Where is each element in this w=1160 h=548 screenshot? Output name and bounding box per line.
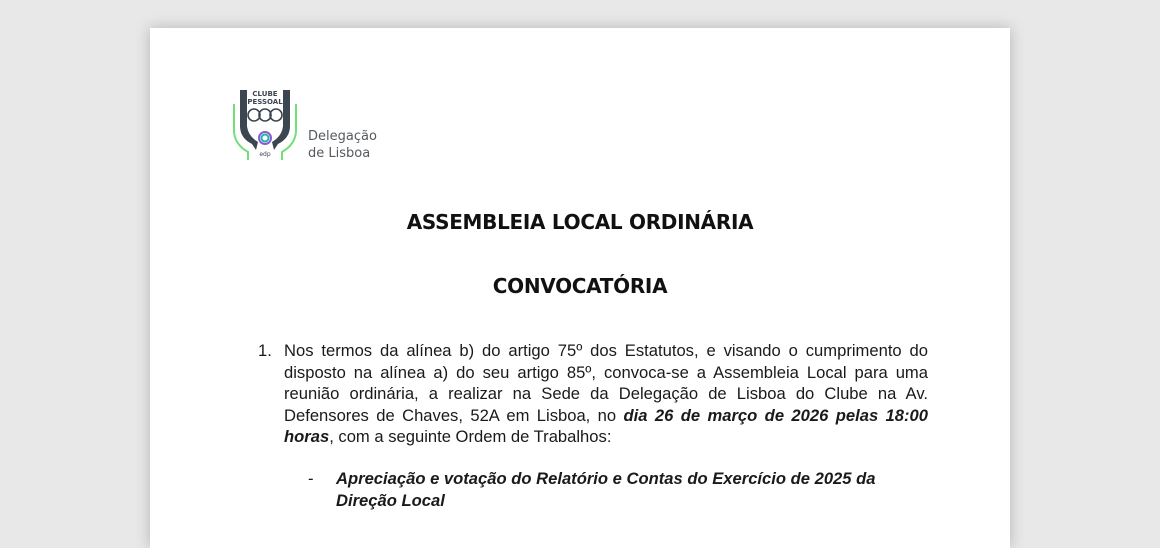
svg-text:edp: edp (259, 151, 271, 158)
svg-text:CLUBE: CLUBE (252, 90, 278, 98)
numbered-paragraph (258, 340, 928, 448)
paragraph-body: Nos termos da alínea b) do artigo 75º dos Estatutos, e visando o cumprimento do disposto na alínea a) do seu artigo 85º, convoca-se a Assembleia Local para uma reunião ordinária, a realizar na Sede da Delegação de Lisboa do Clube na Av. Defensores de Chaves, 52A em Lisboa, no dia 26 de março de 2026 pelas 18:00 horas, com a seguinte Ordem de Trabalhos: (284, 341, 928, 446)
club-logo (230, 86, 390, 166)
document-subtitle: CONVOCATÓRIA (492, 274, 668, 298)
svg-text:PESSOAL: PESSOAL (247, 98, 283, 106)
agenda-item-text: Apreciação e votação do Relatório e Contas do Exercício de 2025 da Direção Local (336, 469, 876, 510)
document-title: ASSEMBLEIA LOCAL ORDINÁRIA (406, 210, 754, 234)
document-page (150, 28, 1010, 548)
delegation-name: Delegação de Lisboa (308, 129, 377, 161)
agenda-item (308, 468, 928, 511)
meeting-date-emphasis: dia 26 de março de 2026 pelas 18:00 horas (284, 405, 928, 446)
clube-do-pessoal-emblem-icon (230, 86, 305, 166)
agenda-bullet: - (308, 469, 314, 488)
paragraph-number: 1. (258, 341, 272, 360)
